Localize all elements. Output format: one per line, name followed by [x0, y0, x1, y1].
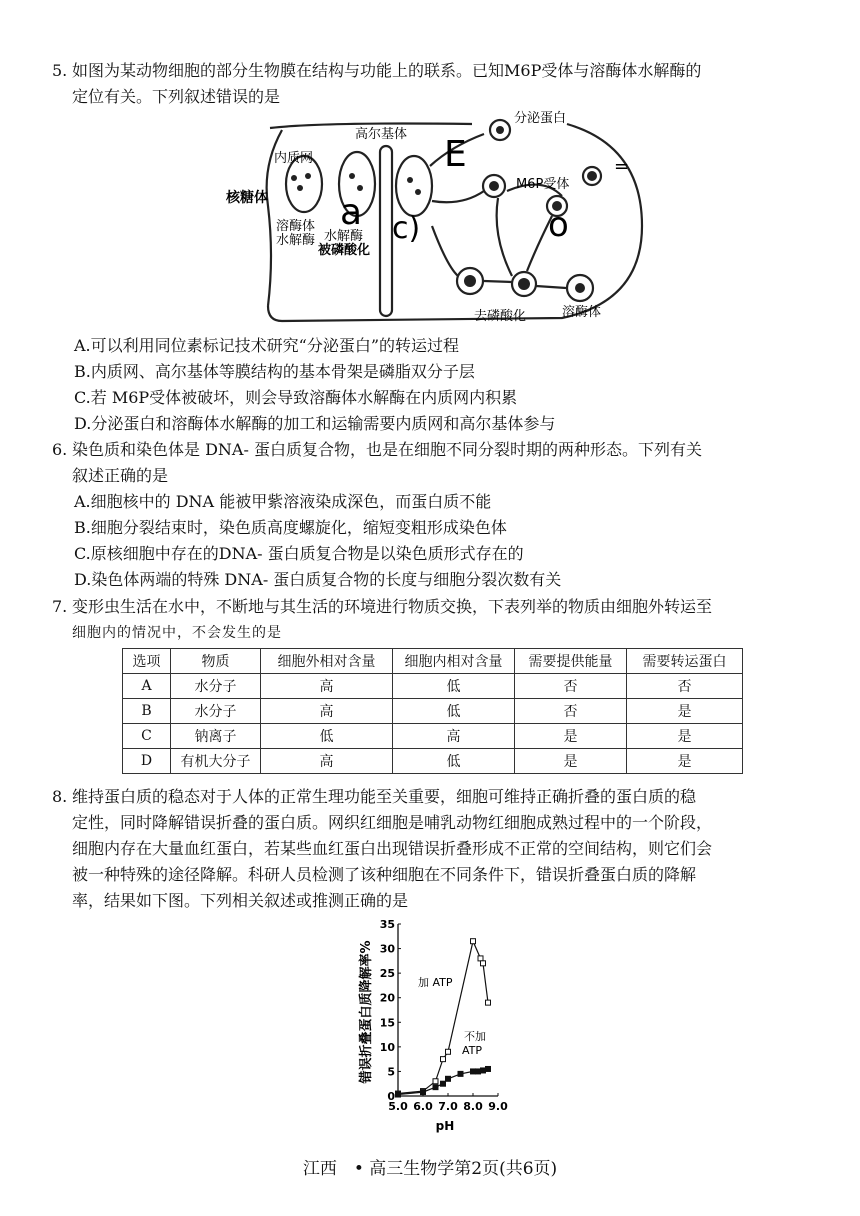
question-stem-line: 细胞内存在大量血红蛋白，若某些血红蛋白出现错误折叠形成不正常的空间结构，则它们会 [72, 839, 713, 858]
data-point [471, 1069, 476, 1074]
question-number: 6. [52, 440, 68, 459]
label-golgi: 高尔基体 [355, 127, 408, 142]
table-cell: 低 [393, 699, 515, 724]
table-header-cell: 需要提供能量 [515, 649, 627, 674]
option-a: A.细胞核中的 DNA 能被甲紫溶液染成深色，而蛋白质不能 [74, 492, 492, 511]
table-cell: 高 [393, 724, 515, 749]
table-cell: 是 [515, 724, 627, 749]
label-phosphorylated: 被磷酸化 [318, 243, 371, 258]
table-header-cell: 物质 [171, 649, 261, 674]
label-hydrolase: 水解酶 [324, 229, 364, 244]
x-tick-label: 5.0 [388, 1100, 408, 1113]
option-b: B.细胞分裂结束时，染色质高度螺旋化，缩短变粗形成染色体 [74, 518, 507, 537]
table-row [123, 674, 743, 699]
y-axis-label: 错误折叠蛋白质降解率% [359, 940, 374, 1084]
overlay-mark-c: c) [392, 211, 421, 246]
overlay-mark-e: E [444, 134, 467, 175]
table-cell: 是 [627, 749, 743, 774]
label-secretory-protein: 分泌蛋白 [514, 111, 567, 126]
legend-no-atp-2: ATP [462, 1044, 483, 1057]
option-a: A.可以利用同位素标记技术研究“分泌蛋白”的转运过程 [74, 336, 460, 355]
data-point [441, 1081, 446, 1086]
table-cell: 是 [627, 699, 743, 724]
label-lysosome: 溶酶体 [562, 305, 602, 320]
question-number: 8. [52, 787, 68, 806]
table-cell: 否 [515, 699, 627, 724]
y-tick-label: 5 [387, 1065, 395, 1079]
question-6 [52, 437, 812, 489]
table-cell: 水分子 [171, 674, 261, 699]
data-point [446, 1076, 451, 1081]
table-cell: 低 [393, 674, 515, 699]
label-lysosome-enzyme-1: 溶酶体 [276, 219, 316, 234]
x-tick-label: 7.0 [438, 1100, 458, 1113]
table-header-cell: 选项 [123, 649, 171, 674]
table-header-cell: 细胞外相对含量 [261, 649, 393, 674]
option-b: B.内质网、高尔基体等膜结构的基本骨架是磷脂双分子层 [74, 362, 475, 381]
question-stem-line: 率，结果如下图。下列相关叙述或推测正确的是 [72, 891, 409, 910]
transport-arrow [432, 226, 458, 276]
label-ribosome: 核糖体 [226, 190, 268, 206]
overlay-mark-eq: = [614, 156, 630, 177]
table-cell: 否 [515, 674, 627, 699]
data-point [486, 1066, 491, 1071]
question-stem-line: 染色质和染色体是 DNA- 蛋白质复合物，也是在细胞不同分裂时期的两种形态。下列有关 [72, 440, 702, 459]
data-point [441, 1057, 446, 1062]
data-point [421, 1090, 426, 1095]
substance-transport-table [122, 648, 743, 774]
y-tick-label: 25 [379, 967, 395, 981]
table-cell: D [123, 749, 171, 774]
question-7 [52, 594, 812, 646]
x-tick-label: 9.0 [488, 1100, 508, 1113]
question-stem-line: 叙述正确的是 [72, 466, 169, 485]
golgi-cisterna-tall [380, 146, 392, 316]
option-c: C.原核细胞中存在的DNA- 蛋白质复合物是以染色质形式存在的 [74, 544, 524, 563]
golgi-cisterna [396, 156, 432, 216]
table-cell: 低 [261, 724, 393, 749]
y-tick-label: 10 [379, 1040, 395, 1054]
page-footer: 江西 • 高三生物学第2页(共6页) [302, 1159, 558, 1179]
option-c: C.若 M6P受体被破坏，则会导致溶酶体水解酶在内质网内积累 [74, 388, 518, 407]
overlay-mark-a: a [340, 192, 363, 233]
transport-arrow [484, 281, 512, 282]
table-row [123, 749, 743, 774]
table-cell: B [123, 699, 171, 724]
y-tick-label: 30 [379, 942, 395, 956]
table-cell: 低 [393, 749, 515, 774]
question-stem-line: 定性，同时降解错误折叠的蛋白质。网织红细胞是哺乳动物红细胞成熟过程中的一个阶段， [72, 813, 713, 832]
option-d: D.染色体两端的特殊 DNA- 蛋白质复合物的长度与细胞分裂次数有关 [74, 570, 562, 589]
question-stem-line: 被一种特殊的途径降解。科研人员检测了该种细胞在不同条件下，错误折叠蛋白质的降解 [72, 865, 697, 884]
question-stem-line: 变形虫生活在水中，不断地与其生活的环境进行物质交换，下表列举的物质由细胞外转运至 [72, 597, 713, 616]
data-point [446, 1049, 451, 1054]
option-d: D.分泌蛋白和溶酶体水解酶的加工和运输需要内质网和高尔基体参与 [74, 414, 556, 433]
data-point [486, 1000, 491, 1005]
table-cell: 有机大分子 [171, 749, 261, 774]
x-axis-label: pH [435, 1119, 455, 1133]
y-tick-label: 35 [379, 918, 395, 931]
y-tick-label: 0 [387, 1090, 395, 1103]
table-cell: 高 [261, 749, 393, 774]
data-point [481, 961, 486, 966]
table-cell: C [123, 724, 171, 749]
data-point [471, 939, 476, 944]
data-point [433, 1085, 438, 1090]
question-number: 7. [52, 597, 68, 616]
table-cell: 水分子 [171, 699, 261, 724]
label-m6p-receptor: M6P受体 [516, 177, 570, 192]
table-header-row [123, 649, 743, 674]
degradation-rate-chart [350, 912, 520, 1138]
question-stem-line: 定位有关。下列叙述错误的是 [72, 87, 281, 106]
table-cell: 高 [261, 699, 393, 724]
table-row [123, 724, 743, 749]
question-stem-line: 维持蛋白质的稳态对于人体的正常生理功能至关重要，细胞可维持正确折叠的蛋白质的稳 [72, 787, 697, 806]
table-cell: 是 [515, 749, 627, 774]
table-cell: 否 [627, 674, 743, 699]
overlay-mark-o: o [548, 205, 569, 245]
table-row [123, 699, 743, 724]
question-stem-line: 如图为某动物细胞的部分生物膜在结构与功能上的联系。已知M6P受体与溶酶体水解酶的 [72, 61, 702, 80]
table-cell: 是 [627, 724, 743, 749]
table-cell: A [123, 674, 171, 699]
data-point [458, 1071, 463, 1076]
data-point [478, 956, 483, 961]
data-point [433, 1079, 438, 1084]
data-point [396, 1092, 401, 1097]
table-header-cell: 细胞内相对含量 [393, 649, 515, 674]
transport-arrow [432, 191, 484, 202]
y-tick-label: 15 [379, 1016, 395, 1030]
label-er: 内质网 [274, 151, 314, 166]
table-cell: 钠离子 [171, 724, 261, 749]
data-point [476, 1069, 481, 1074]
legend-no-atp-1: 不加 [464, 1030, 486, 1043]
table-header-cell: 需要转运蛋白 [627, 649, 743, 674]
label-lysosome-enzyme-2: 水解酶 [276, 233, 316, 248]
x-tick-label: 8.0 [463, 1100, 483, 1113]
table-cell: 高 [261, 674, 393, 699]
transport-arrow [536, 286, 566, 288]
legend-add-atp: 加 ATP [418, 976, 453, 989]
question-stem-line: 细胞内的情况中，不会发生的是 [72, 625, 282, 641]
membrane-system-diagram [222, 106, 652, 328]
transport-arrow [497, 198, 512, 276]
label-dephosphorylation: 去磷酸化 [474, 309, 527, 324]
question-8 [52, 784, 812, 914]
y-tick-label: 20 [379, 991, 395, 1005]
question-number: 5. [52, 61, 68, 80]
data-point [481, 1068, 486, 1073]
x-tick-label: 6.0 [413, 1100, 433, 1113]
question-5 [52, 58, 812, 110]
